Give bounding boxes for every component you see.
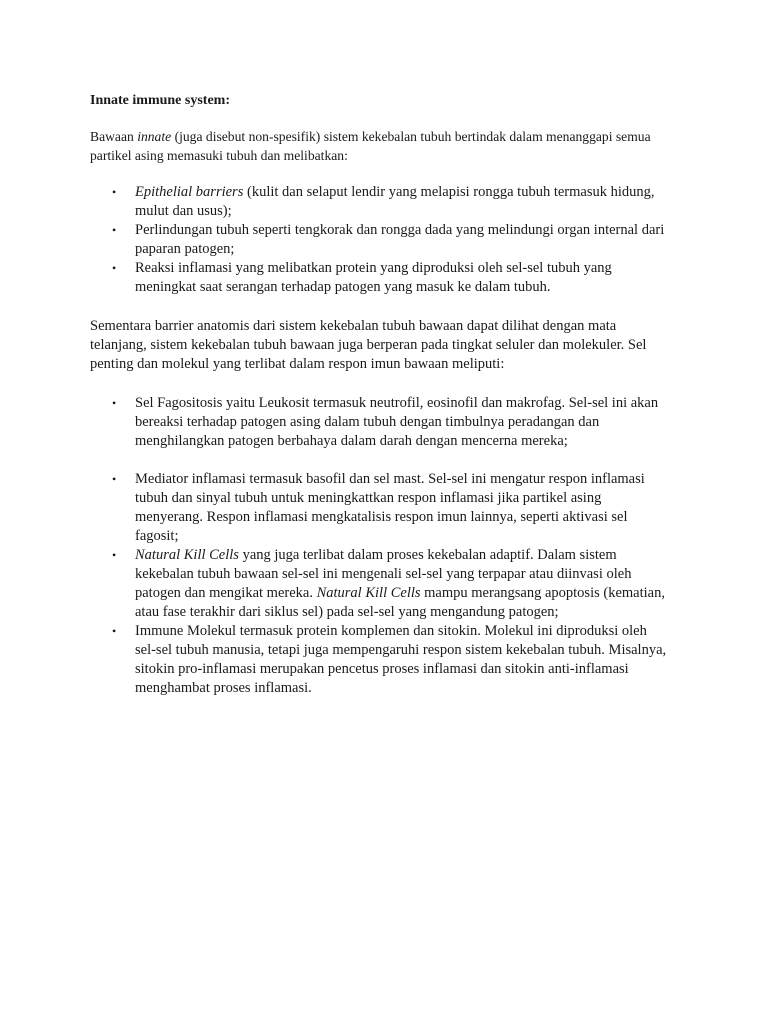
section-heading: Innate immune system: xyxy=(90,93,230,108)
body-paragraph: Sementara barrier anatomis dari sistem kekebalan tubuh bawaan dapat dilihat dengan mata telanjang, sistem kekebalan tubuh bawaan juga berperan pada tingkat seluler dan molekuler. Sel penting dan molekul yang terlibat dalam respon imun bawaan meliputi: xyxy=(90,318,647,372)
bullet-icon: • xyxy=(112,548,117,562)
bullet-icon: • xyxy=(112,472,117,486)
list-item-text: Perlindungan tubuh seperti tengkorak dan rongga dada yang melindungi organ internal dari paparan patogen; xyxy=(135,222,665,257)
list-item-italic: Natural Kill Cells xyxy=(316,585,421,601)
intro-paragraph xyxy=(90,127,670,165)
list-item-text: yang juga terlibat dalam proses kekebalan adaptif. Dalam sistem kekebalan tubuh bawaan sel-sel ini mengenali sel-sel yang terpapar atau diinvasi oleh patogen dan mengikat mereka. xyxy=(135,547,632,601)
bullet-icon: • xyxy=(112,261,117,275)
list-item-text: Sel Fagositosis yaitu Leukosit termasuk neutrofil, eosinofil dan makrofag. Sel-sel ini akan bereaksi terhadap patogen asing dalam tubuh dengan timbulnya peradangan dan menghilangkan patogen berbahaya dalam darah dengan mencerna mereka; xyxy=(135,395,659,449)
list-item-italic: Natural Kill Cells xyxy=(135,547,239,563)
list-item-text: (kulit dan selaput lendir yang melapisi rongga tubuh termasuk hidung, mulut dan usus); xyxy=(135,184,655,219)
intro-italic-term: innate xyxy=(137,129,172,144)
bullet-list-barriers xyxy=(90,183,670,297)
intro-rest: (juga disebut non-spesifik) sistem kekebalan tubuh bertindak dalam menanggapi semua partikel asing memasuki tubuh dan melibatkan: xyxy=(90,129,651,163)
list-item xyxy=(90,546,670,622)
document-body xyxy=(90,91,670,698)
list-item xyxy=(90,470,670,546)
list-item xyxy=(90,394,670,451)
list-item-italic: Epithelial barriers xyxy=(135,184,244,200)
bullet-icon: • xyxy=(112,396,117,410)
list-item-text: Immune Molekul termasuk protein komplemen dan sitokin. Molekul ini diproduksi oleh sel-sel tubuh manusia, tetapi juga mempengaruhi respon sistem kekebalan tubuh. Misalnya, sitokin pro-inflamasi merupakan pencetus proses inflamasi dan sitokin anti-inflamasi menghambat proses inflamasi. xyxy=(135,623,667,696)
intro-prefix: Bawaan xyxy=(90,129,138,144)
bullet-icon: • xyxy=(112,223,117,237)
bullet-list-cells xyxy=(90,394,670,698)
list-item xyxy=(90,259,670,297)
bullet-icon: • xyxy=(112,185,117,199)
list-item xyxy=(90,622,670,698)
list-item xyxy=(90,221,670,259)
bullet-icon: • xyxy=(112,624,117,638)
list-item xyxy=(90,183,670,221)
list-item-text: Mediator inflamasi termasuk basofil dan sel mast. Sel-sel ini mengatur respon inflamasi tubuh dan sinyal tubuh untuk meningkattkan respon inflamasi jika partikel asing menyerang. Respon inflamasi mengkatalisis respon imun lainnya, seperti aktivasi sel fagosit; xyxy=(135,471,645,544)
list-item-text: Reaksi inflamasi yang melibatkan protein yang diproduksi oleh sel-sel tubuh yang meningkat saat serangan terhadap patogen yang masuk ke dalam tubuh. xyxy=(135,260,612,295)
list-item-text: mampu merangsang apoptosis (kematian, atau fase terakhir dari siklus sel) pada sel-sel yang mengandung patogen; xyxy=(135,585,665,620)
